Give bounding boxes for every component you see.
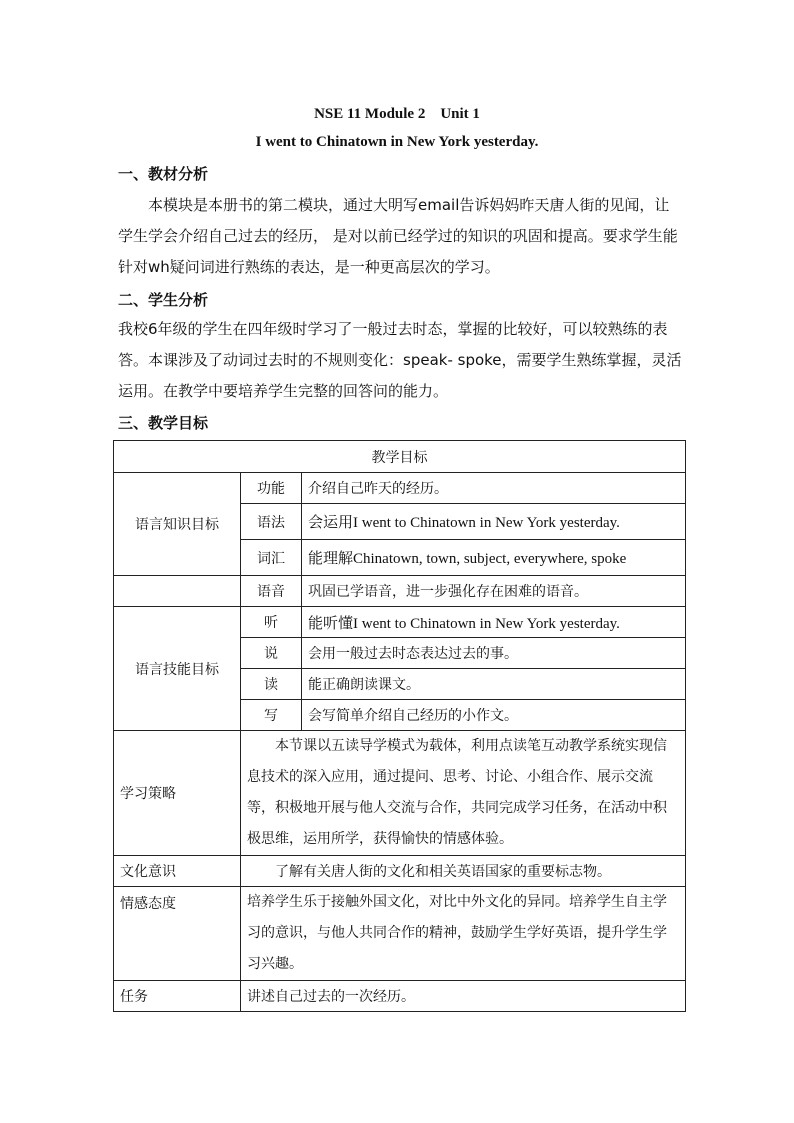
table-header: 教学目标 [114,441,686,473]
textbook-analysis-paragraph: 本模块是本册书的第二模块，通过大明写email告诉妈妈昨天唐人街的见闻，让学生学会介绍自己过去的经历， 是对以前已经学过的知识的巩固和提高。要求学生能针对wh疑问词进行熟练的表达，是一种更高层次的学习。 [118,196,678,276]
language-skills-label: 语言技能目标 [114,607,241,731]
sub-label-phonetics: 语音 [241,576,302,607]
section-heading-student-analysis: 二、学生分析 [118,291,209,309]
sub-label-reading: 读 [241,669,302,700]
vocabulary-content: 能理解Chinatown, town, subject, everywhere, spoke [302,540,686,576]
cultural-awareness-label: 文化意识 [114,856,241,887]
section-heading-teaching-goals: 三、教学目标 [118,414,209,432]
grammar-content: 会运用I went to Chinatown in New York yesterday. [302,504,686,540]
sub-label-speaking: 说 [241,638,302,669]
writing-content: 会写简单介绍自己经历的小作文。 [302,700,686,731]
sub-label-writing: 写 [241,700,302,731]
sub-label-function: 功能 [241,473,302,504]
language-knowledge-label: 语言知识目标 [114,473,241,576]
lesson-code: NSE 11 Module 2 Unit 1 [314,106,480,122]
reading-content: 能正确朗读课文。 [302,669,686,700]
emotional-attitude-label: 情感态度 [114,887,241,981]
emotional-attitude-content: 培养学生乐于接触外国文化，对比中外文化的异同。培养学生自主学习的意识，与他人共同合作的精神，鼓励学生学好英语，提升学生学习兴趣。 [241,887,686,981]
task-label: 任务 [114,981,241,1012]
teaching-goals-table [113,440,686,1012]
cultural-awareness-content: 了解有关唐人街的文化和相关英语国家的重要标志物。 [241,856,686,887]
empty-category-cell [114,576,241,607]
section-heading-textbook-analysis: 一、教材分析 [118,165,209,183]
speaking-content: 会用一般过去时态表达过去的事。 [302,638,686,669]
lesson-title: I went to Chinatown in New York yesterday. [255,134,539,150]
sub-label-grammar: 语法 [241,504,302,540]
sub-label-vocabulary: 词汇 [241,540,302,576]
sub-label-listening: 听 [241,607,302,638]
phonetics-content: 巩固已学语音，进一步强化存在困难的语音。 [302,576,686,607]
task-content: 讲述自己过去的一次经历。 [241,981,686,1012]
learning-strategy-label: 学习策略 [114,731,241,856]
student-analysis-paragraph: 我校6年级的学生在四年级时学习了一般过去时态，掌握的比较好，可以较熟练的表答。本课涉及了动词过去时的不规则变化：speak- spoke，需要学生熟练掌握，灵活运用。在教学中要培养学生完整的回答问的能力。 [118,320,682,400]
learning-strategy-content: 本节课以五读导学模式为载体，利用点读笔互动教学系统实现信息技术的深入应用，通过提问、思考、讨论、小组合作、展示交流等，积极地开展与他人交流与合作，共同完成学习任务，在活动中积极思维，运用所学，获得愉快的情感体验。 [241,731,686,856]
listening-content: 能听懂I went to Chinatown in New York yesterday. [302,607,686,638]
function-content: 介绍自己昨天的经历。 [302,473,686,504]
